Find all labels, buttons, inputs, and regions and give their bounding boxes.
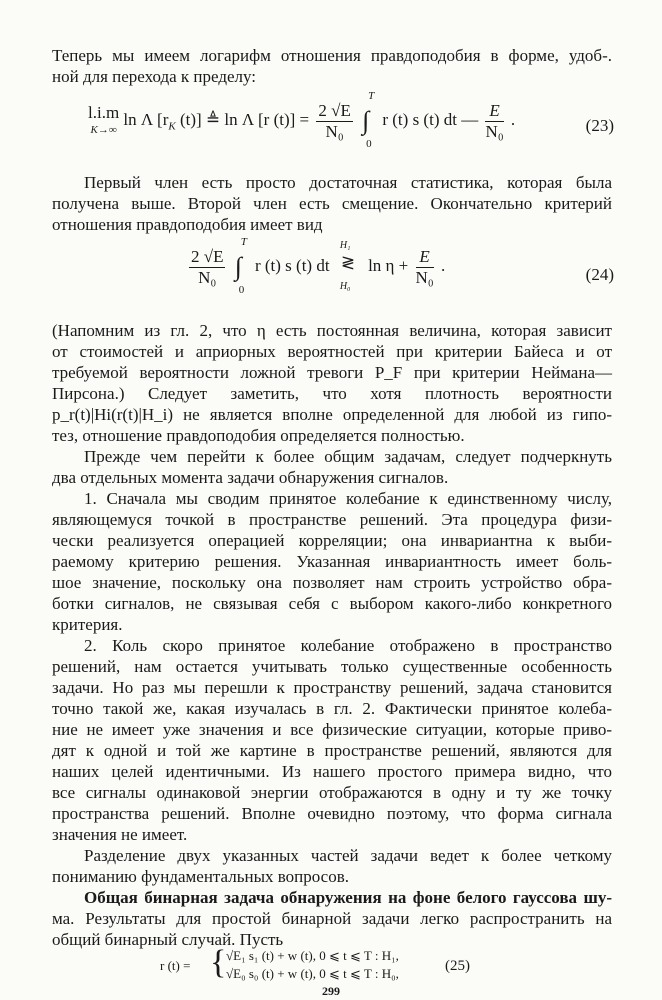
page-number: 299 (322, 984, 340, 998)
text-line: от стоимостей и априорных вероятностей при критерии Байеса и от (52, 342, 612, 361)
eq25-part: √E₁ s₁ (t) + w (t), 0 ⩽ t ⩽ T : H₁, (226, 948, 399, 963)
text-line: 2. Коль скоро принятое колебание отображено в пространство (84, 636, 612, 655)
text-line: ние не имеет уже значения и все физические ситуации, которые приво- (52, 720, 612, 739)
text-line: значения не имеет. (52, 825, 188, 844)
text-line: критерия. (52, 615, 123, 634)
text-line: ма. Результаты для простой бинарной задачи легко распространить на (52, 909, 612, 928)
eq25-part: r (t) = (160, 958, 191, 973)
text-line: (Напомним из гл. 2, что η есть постоянная величина, которая зависит (52, 321, 612, 340)
section-heading-line: Общая бинарная задача обнаружения на фоне белого гауссова шу- (84, 888, 612, 907)
text-line: решений, нам остается учитывать только существенные особенность (52, 657, 612, 676)
text-line: общий бинарный случай. Пусть (52, 930, 284, 949)
text-line: ной для перехода к пределу: (52, 67, 257, 86)
text-line: являющемуся точкой в пространстве решений. Эта процедура физи- (52, 510, 612, 529)
eq25-part: (25) (445, 958, 470, 974)
text-line: точно такой же, какая изучалась в гл. 2. Фактически принятое колеба- (52, 699, 612, 718)
text-line: тез, отношение правдоподобия определяется полностью. (52, 426, 465, 445)
text-line: наших целей идентичными. Из нашего простого примера видно, что (52, 762, 612, 781)
text-line: ботки сигналов, не связывая себя с выбором какого-либо конкретного (52, 594, 612, 613)
equation-23: l.i.m K→∞ ln Λ [$r_K$ (t)] ≜ ln Λ [r (t)] = $\frac{2 √E}{\text{N₀}}$ T ∫ 0 r (t) s (t) dt — $\frac{E}{\text{N₀}}$ . (88, 90, 516, 150)
brace: { (210, 944, 227, 981)
text-line: все сигналы одинаковой энергии отображаются в одну и ту же точку (52, 783, 612, 802)
text-line: шое значение, поскольку она позволяет нам строить устройство обра- (52, 573, 612, 592)
eq25-part: √E₀ s₀ (t) + w (t), 0 ⩽ t ⩽ T : H₀, (226, 966, 399, 981)
equation-number-23: (23) (585, 116, 614, 135)
text-line: Пирсона.) Следует заметить, что хотя плотность вероятности (52, 384, 612, 403)
text-line: Первый член есть просто достаточная статистика, которая была (84, 173, 612, 192)
text-line: раемому критерию решения. Указанная инвариантность имеет боль- (52, 552, 612, 571)
text-line: два отдельных момента задачи обнаружения сигналов. (52, 468, 449, 487)
text-line: 1. Сначала мы сводим принятое колебание к единственному числу, (84, 489, 612, 508)
text-line: Теперь мы имеем логарифм отношения правдоподобия в форме, удоб-. (52, 46, 612, 65)
equation-24: $\frac{2 √E}{\text{N₀}}$ T ∫ 0 r (t) s (t) dt H₁ ≷ H₀ ln η + $\frac{E}{\text{N₀}}$ . (191, 236, 446, 296)
text-line: пониманию фундаментальных вопросов. (52, 867, 350, 886)
text-line: чески реализуется операцией корреляции; она инвариантна к выби- (52, 531, 612, 550)
text-line: требуемой вероятности ложной тревоги P_F при критерии Неймана— (52, 363, 612, 382)
text-line: дят к одной и той же картине в пространстве решений, являются для (52, 741, 612, 760)
text-line: Прежде чем перейти к более общим задачам, следует подчеркнуть (84, 447, 612, 466)
text-line: задачи. Но раз мы перешли к пространству решений, задача становится (52, 678, 612, 697)
text-line: получена выше. Второй член есть смещение. Окончательно критерий (52, 194, 612, 213)
text-line: Разделение двух указанных частей задачи ведет к более четкому (84, 846, 612, 865)
text-line: пространства решений. Вполне очевидно поэтому, что форма сигнала (52, 804, 612, 823)
text-line: отношения правдоподобия имеет вид (52, 215, 323, 234)
text-line: p_r(t)|Hi(r(t)|H_i) не является вполне определенной для любой из гипо- (52, 405, 612, 424)
equation-number-24: (24) (585, 265, 614, 284)
